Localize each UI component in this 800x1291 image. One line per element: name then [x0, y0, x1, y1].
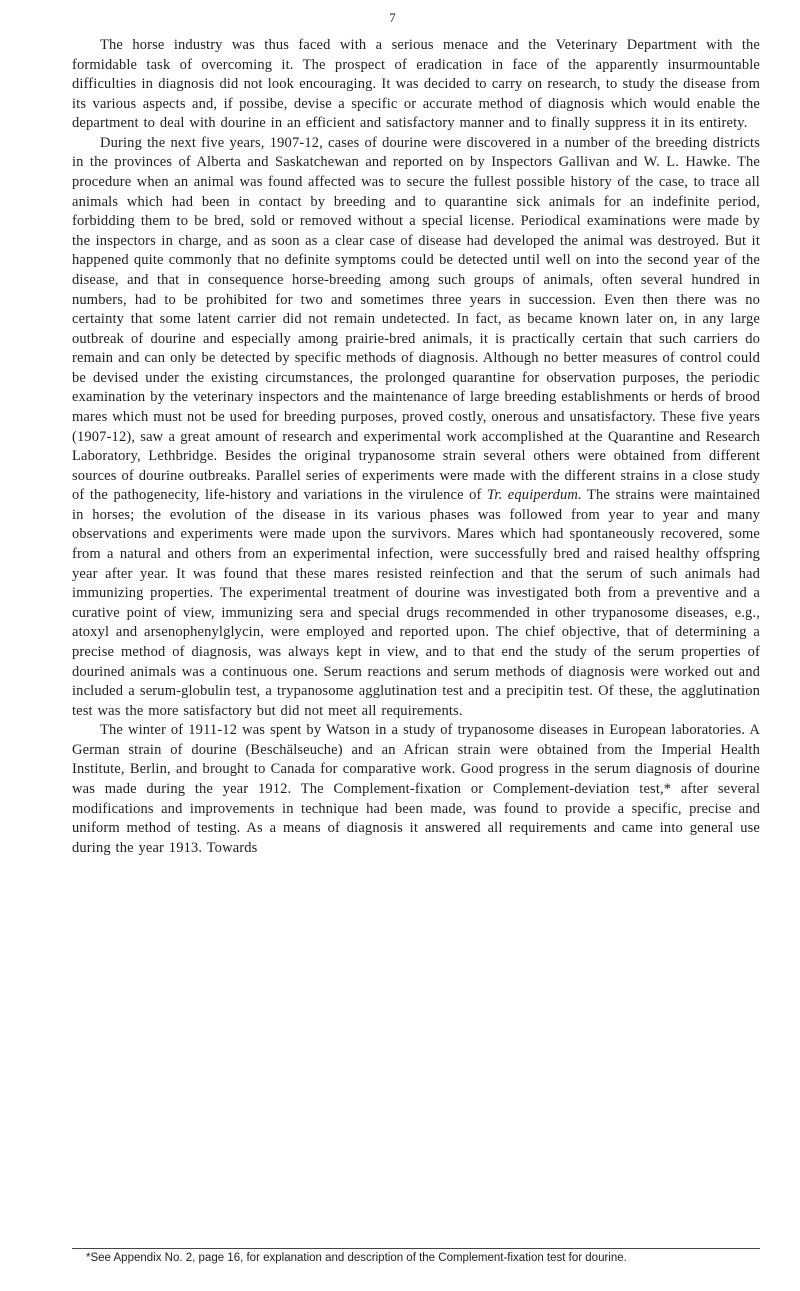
footnote-text: *See Appendix No. 2, page 16, for explanation and description of the Complement-fixation test for dourine.	[86, 1252, 627, 1264]
body-text	[72, 36, 760, 858]
footnote	[72, 1251, 760, 1266]
paragraph-2-part-2: The strains were maintained in horses; the evolution of the disease in its various phases was followed from year to year and many observations and experiments were made upon the survivors. Mares which had spontaneously recovered, some from a natural and others from an experimental infection, were successfully bred and raised healthy offspring year after year. It was found that these mares resisted reinfection and that the serum of such animals had immunizing properties. The experimental treatment of dourine was investigated both from a preventive and a curative point of view, immunizing sera and special drugs recommended in other trypanosome diseases, e.g., atoxyl and arsenophenylglycin, were employed and reported upon. The chief objective, that of determining a precise method of diagnosis, was always kept in view, and to that end the study of the serum properties of dourined animals was a continuous one. Serum reactions and serum methods of diagnosis were worked out and included a serum-globulin test, a trypanosome agglutination test and a precipitin test. Of these, the agglutination test was the more satisfactory but did not meet all requirements.	[72, 487, 760, 719]
paragraph-1: The horse industry was thus faced with a serious menace and the Veterinary Department with the formidable task of overcoming it. The prospect of eradication in face of the apparently insurmountable difficulties in diagnosis did not look encouraging. It was decided to carry on research, to study the disease from its various aspects and, if possibe, devise a specific or accurate method of diagnosis which would enable the department to deal with dourine in an efficient and satisfactory manner and to finally suppress it in its entirety.	[72, 37, 760, 132]
species-name: Tr. equiperdum.	[486, 487, 582, 504]
page-number: 7	[389, 10, 396, 25]
paragraph-2	[72, 134, 760, 721]
paragraph-2-part-1: During the next five years, 1907-12, cases of dourine were discovered in a number of the breeding districts in the provinces of Alberta and Saskatchewan and reported on by Inspectors Gallivan and W. L. Hawke. The procedure when an animal was found affected was to secure the fullest possible history of the case, to trace all animals which had been in contact by breeding and to quarantine sick animals for an indefinite period, forbidding them to be bred, sold or removed without a special license. Periodical examinations were made by the inspectors in charge, and as soon as a clear case of disease had developed the animal was destroyed. But it happened quite commonly that no definite symptoms could be detected until well on into the second year of the disease, and that in consequence horse-breeding among such groups of animals, often several hundred in numbers, had to be prohibited for two and sometimes three years in succession. Even then there was no certainty that some latent carrier did not remain undetected. In fact, as became known later on, in any large outbreak of dourine and especially among prairie-bred animals, it is practically certain that such carriers do remain and can only be detected by specific methods of diagnosis. Although no better measures of control could be devised under the existing circumstances, the prolonged quarantine for observation purposes, the periodic examination by the veterinary inspectors and the maintenance of large breeding establishments or herds of brood mares which must not be used for breeding purposes, proved costly, onerous and unsatisfactory. These five years (1907-12), saw a great amount of research and experimental work accomplished at the Quarantine and Research Laboratory, Lethbridge. Besides the original trypanosome strain several others were obtained from different sources of dourine outbreaks. Parallel series of experiments were made with the different strains in a close study of the pathogenecity, life-history and variations in the virulence of	[72, 134, 760, 504]
paragraph-3: The winter of 1911-12 was spent by Watson in a study of trypanosome diseases in European laboratories. A German strain of dourine (Beschälseuche) and an African strain were obtained from the Imperial Health Institute, Berlin, and brought to Canada for comparative work. Good progress in the serum diagnosis of dourine was made during the year 1912. The Complement-fixation or Complement-deviation test,* after several modifications and improvements in technique had been made, was found to provide a specific, precise and uniform method of testing. As a means of diagnosis it answered all requirements and came into general use during the year 1913. Towards	[72, 722, 760, 856]
footnote-divider	[72, 1248, 760, 1249]
